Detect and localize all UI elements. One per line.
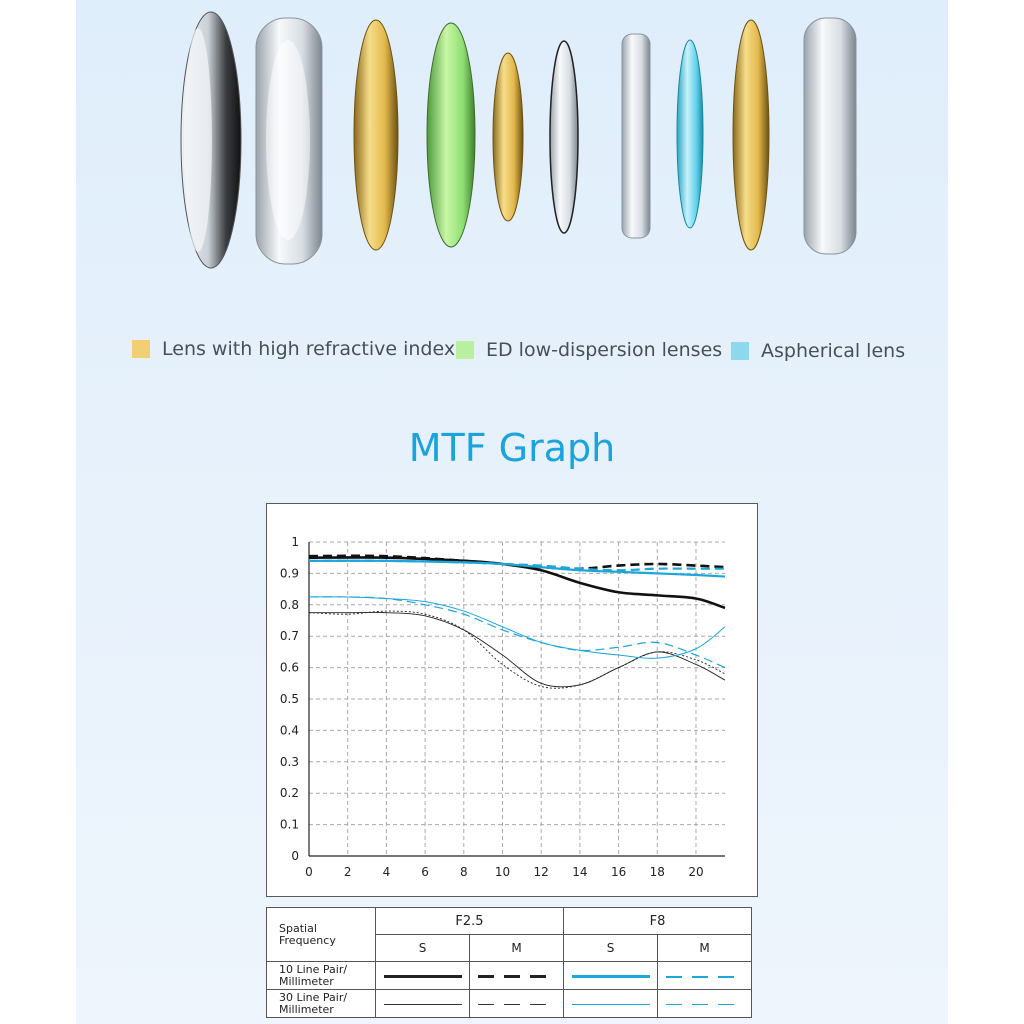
sub-header-m: M xyxy=(470,935,564,962)
y-tick-label: 0.1 xyxy=(279,817,299,832)
key-cell xyxy=(658,990,752,1018)
legend-swatch xyxy=(731,342,749,360)
line-sample xyxy=(666,1004,744,1005)
key-cell xyxy=(658,962,752,990)
legend-item-high-refractive xyxy=(132,338,455,360)
line-sample xyxy=(384,975,462,978)
mtf-chart-svg xyxy=(267,504,757,896)
lens-element-5 xyxy=(493,53,523,221)
x-tick-label: 6 xyxy=(421,865,429,879)
lens-legend xyxy=(0,334,1024,364)
line-sample xyxy=(384,1004,462,1005)
lens-element-6 xyxy=(550,41,578,233)
key-cell xyxy=(564,990,658,1018)
y-tick-label: 1 xyxy=(291,535,299,549)
key-cell xyxy=(470,990,564,1018)
x-tick-label: 4 xyxy=(382,865,391,879)
y-tick-label: 0.9 xyxy=(279,566,299,581)
y-tick-label: 0 xyxy=(291,849,299,863)
x-tick-label: 18 xyxy=(649,865,665,879)
aperture-header-f8: F8 xyxy=(564,908,752,935)
legend-swatch xyxy=(132,340,150,358)
lens-element-3 xyxy=(354,20,398,250)
line-sample xyxy=(666,976,744,978)
lens-element-8 xyxy=(677,40,703,228)
key-cell xyxy=(376,990,470,1018)
sub-header-m: M xyxy=(658,935,752,962)
row-label-10lp: 10 Line Pair/ Millimeter xyxy=(267,962,376,990)
legend-label: Lens with high refractive index xyxy=(162,338,456,360)
line-key-table xyxy=(266,907,752,1018)
lens-exploded-view xyxy=(76,0,948,300)
sub-header-s: S xyxy=(564,935,658,962)
key-cell xyxy=(470,962,564,990)
spatial-frequency-header: Spatial Frequency xyxy=(267,908,376,962)
y-tick-label: 0.8 xyxy=(279,597,299,612)
row-label-30lp: 30 Line Pair/ Millimeter xyxy=(267,990,376,1018)
y-tick-label: 0.4 xyxy=(279,723,299,738)
y-tick-label: 0.2 xyxy=(279,786,299,801)
y-tick-label: 0.7 xyxy=(279,629,299,644)
legend-label: ED low-dispersion lenses xyxy=(486,339,723,361)
legend-item-ed-low-dispersion xyxy=(456,339,722,361)
y-tick-label: 0.6 xyxy=(279,660,299,675)
sub-header-s: S xyxy=(376,935,470,962)
line-sample xyxy=(478,975,556,978)
x-tick-label: 12 xyxy=(533,865,549,879)
y-tick-label: 0.5 xyxy=(279,692,299,706)
key-cell xyxy=(564,962,658,990)
chart-title: MTF Graph xyxy=(408,426,616,470)
key-cell xyxy=(376,962,470,990)
x-tick-label: 14 xyxy=(572,865,588,879)
series-line-f25-s-30 xyxy=(309,612,725,687)
x-tick-label: 0 xyxy=(305,865,313,879)
legend-swatch xyxy=(456,341,474,359)
lens-element-4 xyxy=(427,23,475,247)
line-sample xyxy=(478,1004,556,1005)
lens-element-9 xyxy=(733,20,769,250)
lens-element-1 xyxy=(181,12,241,268)
x-tick-label: 10 xyxy=(494,865,511,879)
line-sample xyxy=(572,975,650,978)
lens-element-7 xyxy=(622,34,650,238)
y-tick-label: 0.3 xyxy=(279,754,299,769)
x-tick-label: 8 xyxy=(459,865,468,879)
line-sample xyxy=(572,1004,650,1005)
legend-label: Aspherical lens xyxy=(761,340,906,362)
lens-element-2 xyxy=(256,18,322,264)
legend-item-aspherical xyxy=(731,340,905,362)
x-tick-label: 20 xyxy=(688,865,704,879)
mtf-chart xyxy=(266,503,758,897)
series-line-f25-m-30 xyxy=(309,611,725,688)
series-line-f8-m-30 xyxy=(309,597,725,668)
series-line-f8-s-30 xyxy=(309,597,725,659)
aperture-header-f25: F2.5 xyxy=(376,908,564,935)
x-tick-label: 2 xyxy=(343,865,352,879)
x-tick-label: 16 xyxy=(610,865,627,879)
lens-element-10 xyxy=(804,18,856,254)
